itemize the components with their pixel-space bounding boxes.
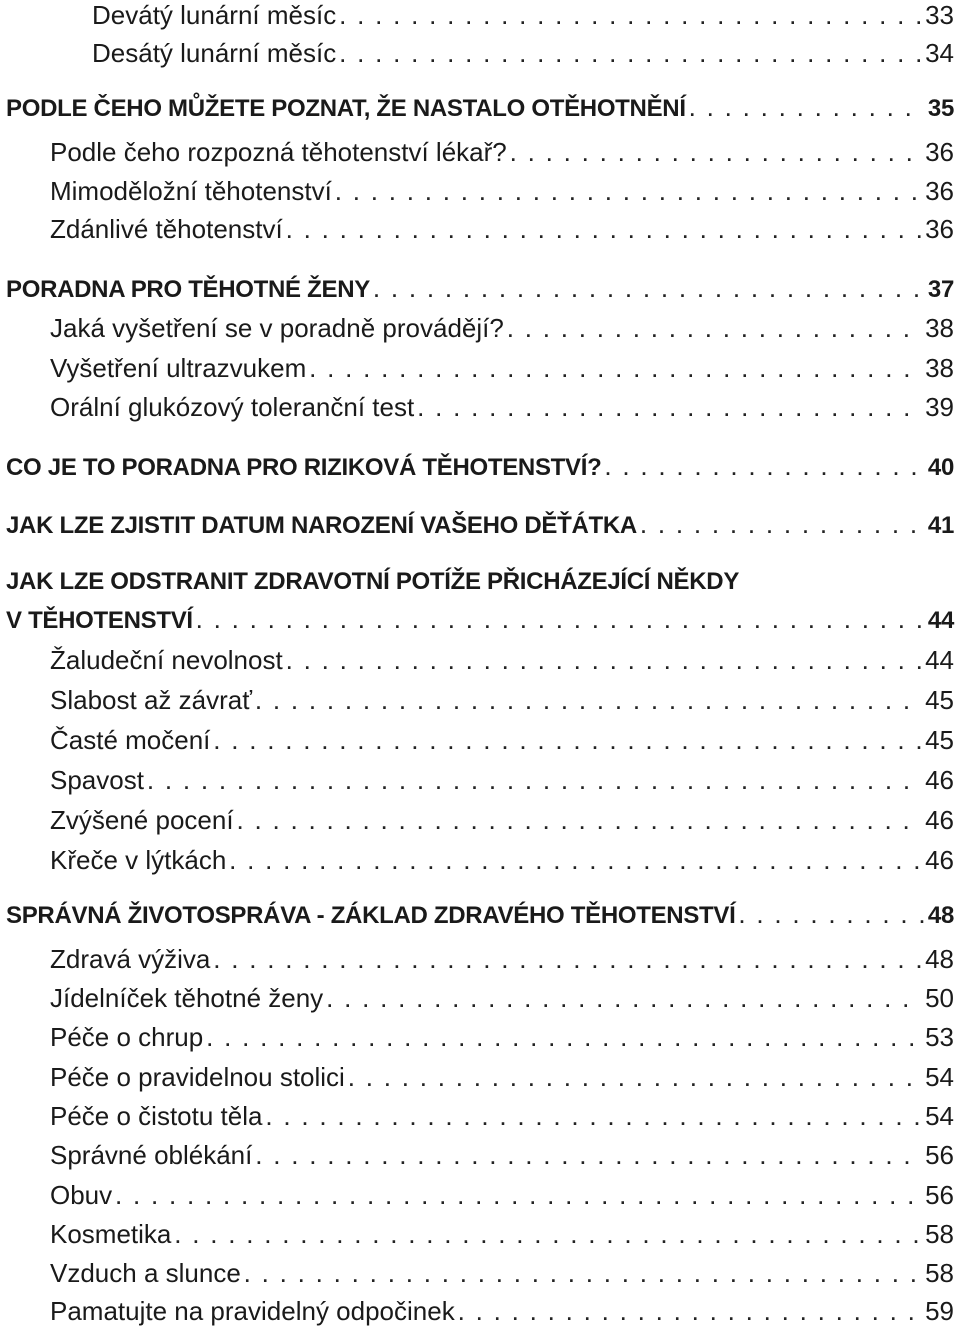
dot-leader xyxy=(459,1304,921,1325)
toc-page-number: 33 xyxy=(925,0,954,30)
toc-page-number: 46 xyxy=(925,765,954,795)
toc-page-number: 41 xyxy=(927,512,954,539)
toc-page-number: 46 xyxy=(925,845,954,875)
toc-entry-title: Spavost xyxy=(50,765,144,795)
toc-section-heading xyxy=(6,454,954,482)
toc-entry-title: PORADNA PRO TĚHOTNÉ ŽENY xyxy=(6,276,370,303)
toc-page-number: 37 xyxy=(927,276,954,303)
dot-leader xyxy=(175,1227,921,1248)
toc-entry xyxy=(50,392,954,423)
toc-page-number: 34 xyxy=(925,38,954,68)
dot-leader xyxy=(230,853,921,874)
dot-leader xyxy=(418,400,921,421)
toc-entry-title: Pamatujte na pravidelný odpočinek xyxy=(50,1296,455,1326)
toc-entry-title: Kosmetika xyxy=(50,1219,172,1249)
toc-page-number: 45 xyxy=(925,725,954,755)
dot-leader xyxy=(214,733,921,754)
toc-entry xyxy=(50,944,954,975)
toc-page-number: 38 xyxy=(925,353,954,383)
toc-page-number: 44 xyxy=(927,607,954,634)
toc-entry-title: V TĚHOTENSTVÍ xyxy=(6,607,193,634)
toc-page-number: 54 xyxy=(925,1101,954,1131)
toc-entry xyxy=(50,805,954,836)
toc-entry-title: Slabost až závrať xyxy=(50,685,252,715)
toc-entry-title: Zdravá výživa xyxy=(50,944,211,974)
toc-section-heading xyxy=(6,512,954,540)
toc-entry-title: Mimoděložní těhotenství xyxy=(50,176,332,206)
toc-entry xyxy=(50,1101,954,1132)
toc-page-number: 40 xyxy=(927,454,954,481)
toc-section-heading xyxy=(6,276,954,304)
toc-entry-title: Orální glukózový toleranční test xyxy=(50,392,415,422)
toc-entry-title: Křeče v lýtkách xyxy=(50,845,227,875)
toc-page-number: 48 xyxy=(925,944,954,974)
dot-leader xyxy=(214,952,921,973)
toc-entry xyxy=(50,214,954,245)
toc-entry xyxy=(92,38,954,69)
toc-entry xyxy=(50,765,954,796)
toc-entry-title: PODLE ČEHO MŮŽETE POZNAT, ŽE NASTALO OTĚHOTNĚNÍ xyxy=(6,95,686,122)
dot-leader xyxy=(238,813,922,834)
toc-entry xyxy=(50,1022,954,1053)
toc-page-number: 35 xyxy=(927,95,954,122)
toc-page-number: 48 xyxy=(927,902,954,929)
toc-entry xyxy=(50,1219,954,1250)
toc-entry-title: CO JE TO PORADNA PRO RIZIKOVÁ TĚHOTENSTVÍ? xyxy=(6,454,602,481)
toc-entry xyxy=(50,137,954,168)
toc-page-number: 36 xyxy=(925,214,954,244)
toc-section-heading xyxy=(6,607,954,635)
dot-leader xyxy=(374,281,924,302)
dot-leader xyxy=(266,1109,921,1130)
dot-leader xyxy=(336,184,921,205)
toc-entry xyxy=(50,845,954,876)
toc-page-number: 56 xyxy=(925,1140,954,1170)
toc-entry-title: Devátý lunární měsíc xyxy=(92,0,337,30)
toc-entry xyxy=(50,1296,954,1327)
toc-entry-title: Časté močení xyxy=(50,725,211,755)
toc-entry xyxy=(50,1180,954,1211)
toc-entry xyxy=(50,685,954,716)
dot-leader xyxy=(327,991,921,1012)
dot-leader xyxy=(207,1030,921,1051)
dot-leader xyxy=(287,222,921,243)
toc-entry-title: Vyšetření ultrazvukem xyxy=(50,353,307,383)
toc-entry xyxy=(50,1140,954,1171)
toc-page-number: 44 xyxy=(925,645,954,675)
dot-leader xyxy=(508,321,921,342)
toc-page-number: 50 xyxy=(925,983,954,1013)
dot-leader xyxy=(197,612,924,633)
toc-page-number: 53 xyxy=(925,1022,954,1052)
toc-entry-title: Žaludeční nevolnost xyxy=(50,645,283,675)
dot-leader xyxy=(148,773,921,794)
toc-entry-title: Péče o pravidelnou stolici xyxy=(50,1062,345,1092)
dot-leader xyxy=(641,517,924,538)
toc-entry xyxy=(50,176,954,207)
toc-page-number: 38 xyxy=(925,313,954,343)
toc-entry xyxy=(50,983,954,1014)
toc-entry-title: SPRÁVNÁ ŽIVOTOSPRÁVA - ZÁKLAD ZDRAVÉHO TĚHOTENSTVÍ xyxy=(6,902,736,929)
dot-leader xyxy=(511,145,921,166)
toc-entry xyxy=(50,1258,954,1289)
toc-entry xyxy=(50,645,954,676)
toc-entry-title: Obuv xyxy=(50,1180,113,1210)
toc-section-heading xyxy=(6,95,954,123)
toc-page-number: 59 xyxy=(925,1296,954,1326)
toc-entry-title: Jídelníček těhotné ženy xyxy=(50,983,324,1013)
dot-leader xyxy=(605,459,923,480)
dot-leader xyxy=(245,1266,921,1287)
dot-leader xyxy=(287,653,921,674)
dot-leader xyxy=(690,100,924,121)
toc-entry-title: Zvýšené pocení xyxy=(50,805,234,835)
dot-leader xyxy=(256,693,921,714)
toc-section-heading-line: JAK LZE ODSTRANIT ZDRAVOTNÍ POTÍŽE PŘICHÁZEJÍCÍ NĚKDY xyxy=(6,568,740,595)
dot-leader xyxy=(340,8,921,29)
dot-leader xyxy=(349,1070,921,1091)
toc-entry xyxy=(92,0,954,31)
toc-entry xyxy=(50,1062,954,1093)
toc-page-number: 46 xyxy=(925,805,954,835)
toc-entry xyxy=(50,313,954,344)
toc-entry-title: Péče o chrup xyxy=(50,1022,204,1052)
toc-entry-title: Zdánlivé těhotenství xyxy=(50,214,283,244)
dot-leader xyxy=(739,907,923,928)
toc-page-number: 58 xyxy=(925,1219,954,1249)
toc-page-number: 36 xyxy=(925,176,954,206)
toc-entry-title: Správné oblékání xyxy=(50,1140,253,1170)
toc-page-number: 45 xyxy=(925,685,954,715)
toc-entry-title: Desátý lunární měsíc xyxy=(92,38,337,68)
toc-entry xyxy=(50,353,954,384)
toc-page-number: 39 xyxy=(925,392,954,422)
toc-entry-title: Vzduch a slunce xyxy=(50,1258,241,1288)
dot-leader xyxy=(116,1188,921,1209)
toc-page-number: 36 xyxy=(925,137,954,167)
toc-entry-title: Podle čeho rozpozná těhotenství lékař? xyxy=(50,137,507,167)
toc-entry xyxy=(50,725,954,756)
dot-leader xyxy=(310,361,921,382)
dot-leader xyxy=(340,46,921,67)
toc-entry-title: Péče o čistotu těla xyxy=(50,1101,263,1131)
toc-page-number: 56 xyxy=(925,1180,954,1210)
toc-section-heading xyxy=(6,902,954,930)
toc-entry-title: Jaká vyšetření se v poradně provádějí? xyxy=(50,313,504,343)
toc-entry-title: JAK LZE ZJISTIT DATUM NAROZENÍ VAŠEHO DĚŤÁTKA xyxy=(6,512,637,539)
toc-page-number: 58 xyxy=(925,1258,954,1288)
dot-leader xyxy=(256,1148,921,1169)
toc-page-number: 54 xyxy=(925,1062,954,1092)
